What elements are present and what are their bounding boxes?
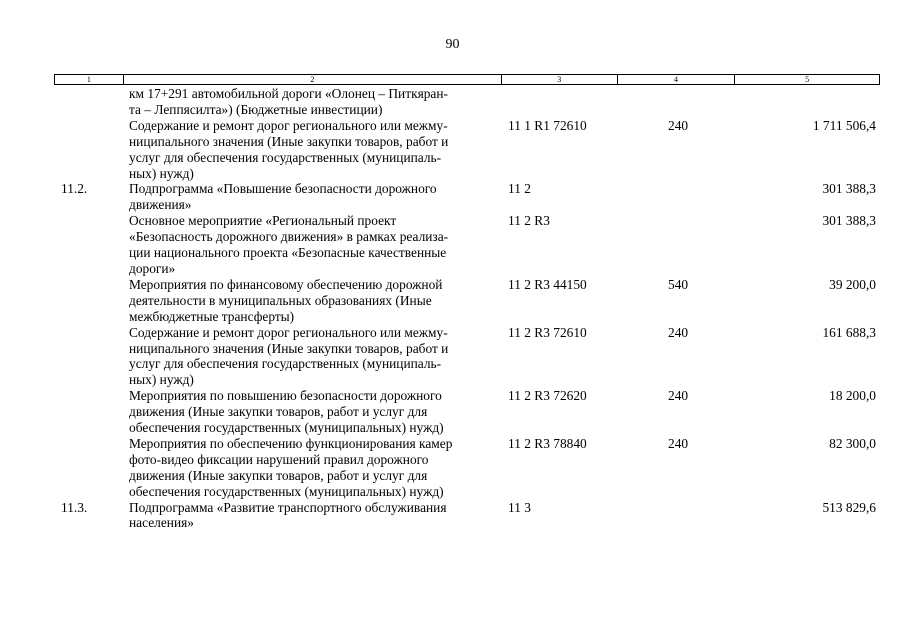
row-amount: 301 388,3 (822, 213, 876, 229)
row-description: Мероприятия по обеспечению функционирования камер фото-видео фиксации нарушений правил дорожного движения (Иные закупки товаров, работ и услуг для обеспечения государственных (муниципальных) нужд) (129, 435, 453, 499)
table-row (54, 213, 880, 277)
row-number: 11.2. (61, 181, 88, 197)
row-amount: 1 711 506,4 (812, 117, 876, 133)
column-header-2: 2 (124, 75, 502, 84)
budget-table-body (54, 86, 880, 531)
row-description: Содержание и ремонт дорог регионального или межму- ниципального значения (Иные закупки товаров, работ и услуг для обеспечения государственных (муниципаль- ных) нужд) (129, 324, 449, 388)
row-code: 11 2 R3 72610 (508, 324, 587, 340)
row-code: 11 1 R1 72610 (508, 117, 587, 133)
table-header-row (54, 74, 880, 85)
row-description: Содержание и ремонт дорог регионального или межму- ниципального значения (Иные закупки товаров, работ и услуг для обеспечения государственных (муниципаль- ных) нужд) (129, 117, 449, 181)
row-expense-type: 240 (668, 117, 689, 133)
row-code: 11 2 (508, 181, 531, 197)
row-description: Мероприятия по финансовому обеспечению дорожной деятельности в муниципальных образованиях (Иные межбюджетные трансферты) (129, 276, 443, 324)
row-code: 11 3 (508, 499, 531, 515)
row-amount: 82 300,0 (829, 435, 876, 451)
row-code: 11 2 R3 44150 (508, 276, 587, 292)
row-description: Подпрограмма «Повышение безопасности дорожного движения» (129, 181, 437, 213)
row-code: 11 2 R3 72620 (508, 388, 587, 404)
row-amount: 39 200,0 (829, 276, 876, 292)
table-row (54, 436, 880, 500)
row-amount: 301 388,3 (822, 181, 876, 197)
table-row (54, 500, 880, 532)
table-row (54, 277, 880, 325)
row-number: 11.3. (61, 499, 88, 515)
table-row (54, 388, 880, 436)
row-description: км 17+291 автомобильной дороги «Олонец – Питкяран- та – Леппясилта») (Бюджетные инвестиции) (129, 86, 448, 117)
row-expense-type: 540 (668, 276, 689, 292)
row-expense-type: 240 (668, 324, 689, 340)
table-row (54, 325, 880, 389)
row-expense-type: 240 (668, 435, 689, 451)
column-header-1: 1 (55, 75, 124, 84)
column-header-3: 3 (502, 75, 618, 84)
row-amount: 161 688,3 (822, 324, 876, 340)
row-expense-type: 240 (668, 388, 689, 404)
column-header-5: 5 (805, 75, 810, 84)
row-description: Мероприятия по повышению безопасности дорожного движения (Иные закупки товаров, работ и услуг для обеспечения государственных (муниципальных) нужд) (129, 388, 444, 436)
row-code: 11 2 R3 78840 (508, 435, 587, 451)
page-number: 90 (445, 37, 460, 52)
row-amount: 18 200,0 (829, 388, 876, 404)
row-description: Подпрограмма «Развитие транспортного обслуживания населения» (129, 499, 447, 531)
table-row (54, 181, 880, 213)
row-description: Основное мероприятие «Региональный проект «Безопасность дорожного движения» в рамках реализа- ции национального проекта «Безопасные качественные дороги» (129, 213, 449, 276)
row-code: 11 2 R3 (508, 213, 550, 229)
table-row (54, 118, 880, 182)
column-header-4: 4 (618, 75, 736, 84)
table-row (54, 86, 880, 118)
row-amount: 513 829,6 (822, 499, 876, 515)
